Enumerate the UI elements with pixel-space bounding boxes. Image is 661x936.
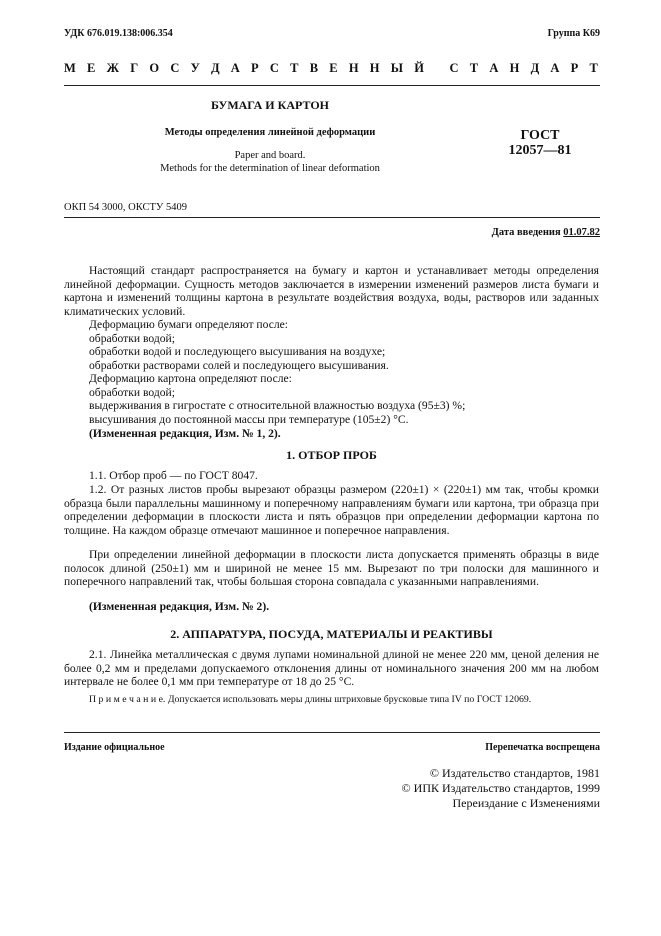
interstate-letter: В bbox=[309, 61, 319, 75]
footer-rule bbox=[64, 732, 600, 733]
interstate-letter: Н bbox=[509, 61, 520, 75]
official-edition: Издание официальное bbox=[64, 742, 165, 753]
note-text: Допускается использовать меры длины штриховые брусковые типа IV по ГОСТ 12069. bbox=[167, 694, 532, 705]
gost-label: ГОСТ bbox=[520, 128, 560, 143]
intro-date-value: 01.07.82 bbox=[563, 227, 600, 238]
reprint-prohibited: Перепечатка воспрещена bbox=[485, 742, 600, 753]
section2-heading: 2. АППАРАТУРА, ПОСУДА, МАТЕРИАЛЫ И РЕАКТИВЫ bbox=[170, 627, 493, 641]
intro-date bbox=[492, 227, 600, 238]
interstate-letter: М bbox=[64, 61, 76, 75]
copyright-1981: © Издательство стандартов, 1981 bbox=[429, 766, 600, 780]
copyright-1999: © ИПК Издательство стандартов, 1999 bbox=[401, 781, 600, 795]
interstate-letter: Н bbox=[348, 61, 359, 75]
section1-heading: 1. ОТБОР ПРОБ bbox=[286, 448, 377, 462]
interstate-letter: Е bbox=[329, 61, 338, 75]
interstate-letter: Н bbox=[369, 61, 380, 75]
document-subtitle: Методы определения линейной деформации bbox=[164, 127, 376, 138]
intro-line: Деформацию картона определяют после: bbox=[89, 372, 292, 385]
group-code: Группа К69 bbox=[547, 28, 600, 39]
interstate-letter: Т bbox=[589, 61, 598, 75]
interstate-letter: С bbox=[269, 61, 279, 75]
gost-number: 12057—81 bbox=[508, 143, 572, 158]
section1-p3: При определении линейной деформации в плоскости листа допускается применять образцы в виде полосок длиной (250±1) мм и шириной не менее 15 мм. Вырезают по три полоски для машинного и поперечного направлений так, чтобы большая сторона совпадала с указанными направлениями. bbox=[64, 548, 599, 588]
section1-amendment: (Измененная редакция, Изм. № 2). bbox=[89, 600, 270, 613]
interstate-letter: Ы bbox=[390, 61, 404, 75]
interstate-letter: Д bbox=[210, 61, 220, 75]
section2-note bbox=[89, 694, 609, 705]
english-title-line2: Methods for the determination of linear deformation bbox=[160, 163, 380, 174]
section1-p2: 1.2. От разных листов пробы вырезают образцы размером (220±1) × (220±1) мм так, чтобы кромки образца были параллельны машинному и поперечному направлениям бумаги или картона, три образца при определении деформации в плоскости листа и пять образцов при определении деформации картона по толщине. На каждом образце отмечают машинное и поперечное направления. bbox=[64, 483, 599, 537]
interstate-letter: О bbox=[149, 61, 160, 75]
intro-line: выдерживания в гигростате с относительной влажностью воздуха (95±3) %; bbox=[89, 399, 466, 412]
okp-rule bbox=[64, 217, 600, 218]
interstate-letter: А bbox=[489, 61, 499, 75]
section2-p1: 2.1. Линейка металлическая с двумя лупами номинальной длиной не менее 220 мм, ценой деления не более 0,2 мм и пределами допускаемого отклонения длины от номинального значения 200 мм на любом интервале не более 0,1 мм при температуре от 18 до 25 °С. bbox=[64, 648, 599, 688]
interstate-letter: Т bbox=[290, 61, 299, 75]
interstate-letter: Р bbox=[570, 61, 579, 75]
interstate-letter: Й bbox=[414, 61, 424, 75]
intro-line: обработки водой; bbox=[89, 386, 175, 399]
okp-code: ОКП 54 3000, ОКСТУ 5409 bbox=[64, 202, 187, 213]
interstate-letter: С bbox=[170, 61, 180, 75]
interstate-letter: Т bbox=[469, 61, 479, 75]
interstate-letter: Ж bbox=[106, 61, 119, 75]
interstate-letter: У bbox=[190, 61, 200, 75]
intro-paragraph: Настоящий стандарт распространяется на бумагу и картон и устанавливает методы определения линейной деформации. Сущность методов заключается в измерении изменений размеров листа бумаги и картона и изменений толщины картона в результате воздействия воздуха, воды, растворов или заданных климатических условий. bbox=[64, 264, 599, 318]
interstate-standard-banner bbox=[64, 61, 598, 76]
intro-line: обработки водой; bbox=[89, 332, 175, 345]
intro-amendment: (Измененная редакция, Изм. № 1, 2). bbox=[89, 427, 281, 440]
intro-line: обработки водой и последующего высушивания на воздухе; bbox=[89, 345, 386, 358]
document-title: БУМАГА И КАРТОН bbox=[211, 98, 329, 112]
udk-code: УДК 676.019.138:006.354 bbox=[64, 28, 173, 39]
interstate-letter: А bbox=[550, 61, 560, 75]
intro-line: высушивания до постоянной массы при температуре (105±2) °С. bbox=[89, 413, 409, 426]
interstate-letter: Р bbox=[251, 61, 259, 75]
interstate-letter: Г bbox=[130, 61, 139, 75]
interstate-letter: С bbox=[449, 61, 459, 75]
section1-p1: 1.1. Отбор проб — по ГОСТ 8047. bbox=[89, 469, 258, 482]
reissue-note: Переиздание с Изменениями bbox=[452, 796, 600, 810]
interstate-letter: Д bbox=[530, 61, 540, 75]
english-title-line1: Paper and board. bbox=[234, 150, 306, 161]
interstate-letter: Е bbox=[87, 61, 96, 75]
intro-line: обработки растворами солей и последующего высушивания. bbox=[89, 359, 389, 372]
interstate-letter: А bbox=[230, 61, 240, 75]
note-label: П р и м е ч а н и е. bbox=[89, 694, 166, 705]
intro-line: Деформацию бумаги определяют после: bbox=[89, 318, 289, 331]
interstate-letter bbox=[435, 61, 438, 76]
intro-date-label: Дата введения bbox=[491, 227, 561, 238]
header-rule bbox=[64, 85, 600, 86]
